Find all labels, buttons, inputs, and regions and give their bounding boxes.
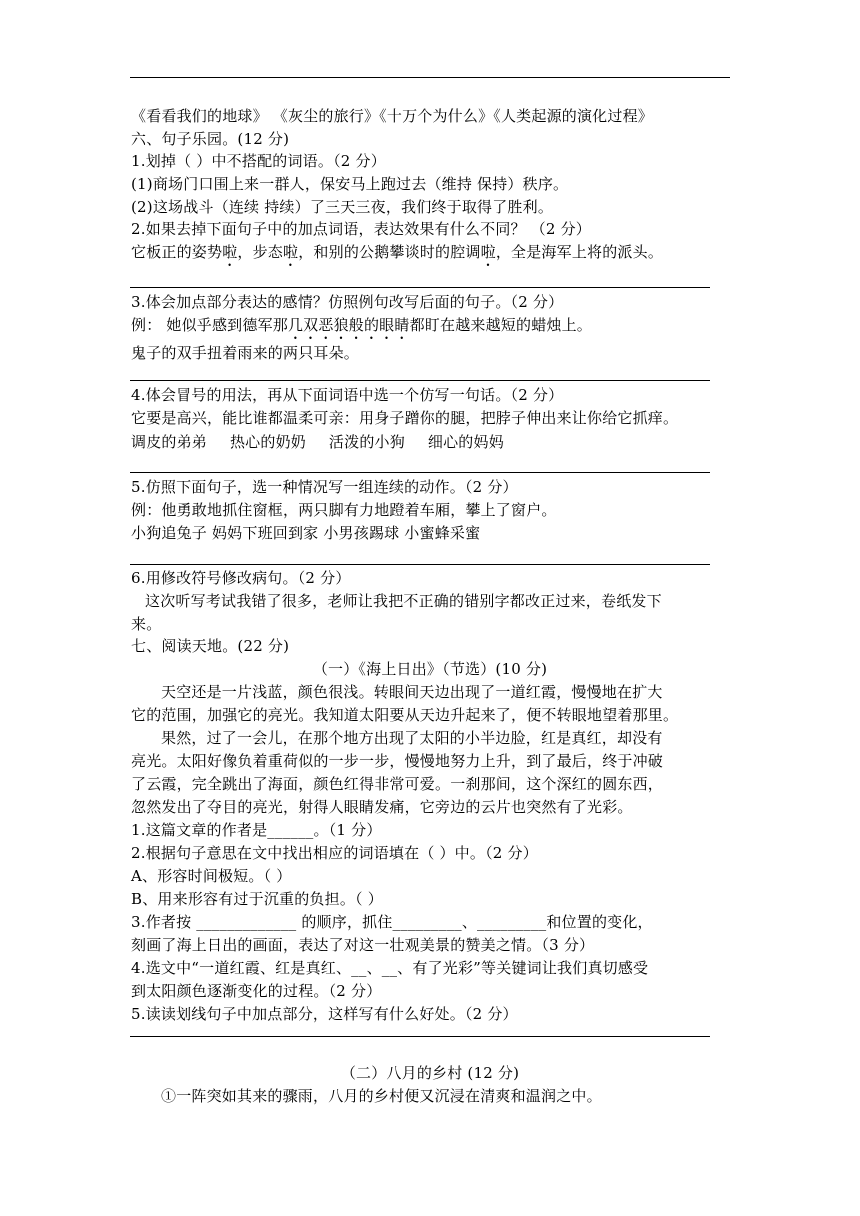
q3-example-dotted: 几双恶狼般的眼睛	[287, 316, 410, 334]
section-6-title: 六、句子乐园。(12 分)	[131, 130, 290, 148]
answer-line-r5	[130, 1036, 710, 1037]
q2-text-4: ，全是海军上将的派头。	[495, 243, 664, 261]
question-4: 4.体会冒号的用法，再从下面词语中选一个仿写一句话。（2 分）	[131, 386, 564, 404]
question-6-sentence-2: 来。	[131, 615, 162, 633]
passage-1-line-6: 忽然发出了夺目的亮光，射得人眼睛发痛，它旁边的云片也突然有了光彩。	[131, 798, 633, 816]
answer-line-q5	[130, 564, 710, 565]
reading-q4-line-1: 4.选文中“一道红霞、红是真红、__、__、有了光彩”等关键词让我们真切感受	[131, 959, 649, 977]
answer-line-q2	[130, 287, 710, 288]
question-4-words: 调皮的弟弟 热心的奶奶 活泼的小狗 细心的妈妈	[131, 433, 504, 451]
question-3-task: 鬼子的双手扭着雨来的两只耳朵。	[131, 344, 360, 362]
q2-text-1: 它板正的姿势	[131, 243, 223, 261]
passage-2-title: （二）八月的乡村 (12 分)	[340, 1064, 520, 1082]
section-7-title: 七、阅读天地。(22 分)	[131, 637, 290, 655]
q2-text-2: ，步态	[237, 243, 284, 261]
question-1a: (1)商场门口围上来一群人，保安马上跑过去（维持 保持）秩序。	[131, 175, 569, 193]
q2-text-3: ，和别的公鹅攀谈时的腔调	[298, 243, 481, 261]
q2-dotted-2: 啦	[283, 243, 299, 261]
book-list: 《看看我们的地球》 《灰尘的旅行》《十万个为什么》《人类起源的演化过程》	[131, 107, 653, 125]
question-4-example: 它要是高兴，能比谁都温柔可亲：用身子蹭你的腿，把脖子伸出来让你给它抓痒。	[131, 409, 679, 427]
passage-2-line-1: ①一阵突如其来的骤雨，八月的乡村便又沉浸在清爽和温润之中。	[161, 1087, 602, 1105]
passage-1-line-2: 它的范围，加强它的亮光。我知道太阳要从天边升起来了，便不转眼地望着那里。	[131, 706, 679, 724]
reading-q2b: B、用来形容有过于沉重的负担。（ ）	[131, 890, 383, 908]
question-6: 6.用修改符号修改病句。（2 分）	[131, 569, 351, 587]
passage-1-line-4: 亮光。太阳好像负着重荷似的一步一步，慢慢地努力上升，到了最后，终于冲破	[131, 752, 664, 770]
reading-q1: 1.这篇文章的作者是______。（1 分）	[131, 821, 382, 839]
question-2-sentence	[131, 241, 731, 263]
reading-q3-line-1: 3.作者按 _____________ 的顺序，抓住_________、_________和位置的变化，	[131, 913, 653, 931]
question-6-sentence-1: 这次听写考试我错了很多，老师让我把不正确的错别字都改正过来，卷纸发下	[145, 592, 662, 610]
reading-q3-line-2: 刻画了海上日出的画面，表达了对这一壮观美景的赞美之情。（3 分）	[131, 936, 595, 954]
q2-dotted-1: 啦	[222, 243, 238, 261]
question-3-example	[131, 314, 731, 336]
reading-q4-line-2: 到太阳颜色逐渐变化的过程。（2 分）	[131, 982, 382, 1000]
passage-1-line-5: 了云霞，完全跳出了海面，颜色红得非常可爱。一刹那间，这个深红的圆东西，	[131, 775, 664, 793]
question-5-options: 小狗追兔子 妈妈下班回到家 小男孩踢球 小蜜蜂采蜜	[131, 524, 481, 542]
q2-dotted-3: 啦	[480, 243, 496, 261]
answer-line-q3	[130, 380, 710, 381]
question-5: 5.仿照下面句子，选一种情况写一组连续的动作。（2 分）	[131, 478, 518, 496]
question-3: 3.体会加点部分表达的感情？仿照例句改写后面的句子。（2 分）	[131, 293, 564, 311]
reading-q2a: A、形容时间极短。（ ）	[131, 867, 292, 885]
reading-q5: 5.读读划线句子中加点部分，这样写有什么好处。（2 分）	[131, 1005, 518, 1023]
passage-1-line-1: 天空还是一片浅蓝，颜色很浅。转眼间天边出现了一道红霞，慢慢地在扩大	[161, 683, 663, 701]
reading-q2: 2.根据句子意思在文中找出相应的词语填在（ ）中。（2 分）	[131, 844, 538, 862]
q3-example-post: 都盯在越来越短的蜡烛上。	[409, 316, 592, 334]
question-1b: (2)这场战斗（连续 持续）了三天三夜，我们终于取得了胜利。	[131, 198, 554, 216]
q3-example-pre: 例： 她似乎感到德军那	[131, 316, 288, 334]
top-rule	[130, 77, 730, 78]
question-5-example: 例：他勇敢地抓住窗框，两只脚有力地蹬着车厢，攀上了窗户。	[131, 501, 557, 519]
question-2: 2.如果去掉下面句子中的加点词语，表达效果有什么不同？ （2 分）	[131, 220, 591, 238]
question-1: 1.划掉（ ）中不搭配的词语。（2 分）	[131, 152, 386, 170]
answer-line-q4	[130, 472, 710, 473]
passage-1-line-3: 果然，过了一会儿，在那个地方出现了太阳的小半边脸，红是真红，却没有	[161, 729, 663, 747]
passage-1-title: （一）《海上日出》（节选）(10 分)	[312, 660, 548, 678]
